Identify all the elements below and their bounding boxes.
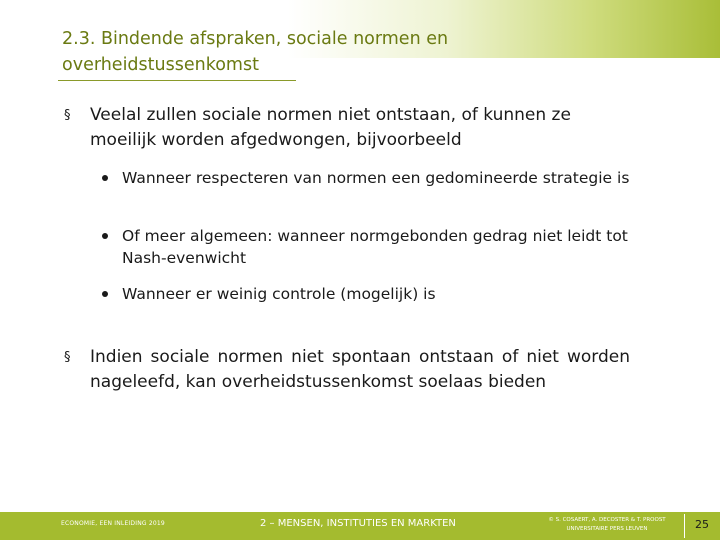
footer-course-title: ECONOMIE, EEN INLEIDING 2019 bbox=[61, 520, 165, 527]
sub-bullet-item-2 bbox=[98, 225, 630, 269]
sub-bullet-item-3 bbox=[98, 283, 630, 305]
slide-title bbox=[62, 26, 622, 78]
footer-divider bbox=[684, 514, 685, 538]
bullet-dot-icon bbox=[102, 233, 108, 239]
slide-title-line-1: 2.3. Bindende afspraken, sociale normen en bbox=[62, 29, 449, 49]
title-underline bbox=[58, 80, 296, 81]
slide-title-line-2: overheidstussenkomst bbox=[62, 55, 259, 75]
sub-bullet-text: Wanneer er weinig controle (mogelijk) is bbox=[122, 285, 436, 303]
bullet-marker-icon: § bbox=[64, 350, 71, 365]
bullet-item-1 bbox=[64, 103, 630, 153]
bullet-dot-icon bbox=[102, 291, 108, 297]
sub-bullet-text: Of meer algemeen: wanneer normgebonden gedrag niet leidt tot Nash-evenwicht bbox=[122, 227, 628, 267]
bullet-text: Indien sociale normen niet spontaan ontstaan of niet worden nageleefd, kan overheidstussenkomst soelaas bieden bbox=[90, 347, 630, 392]
footer-publisher: UNIVERSITAIRE PERS LEUVEN bbox=[566, 526, 648, 532]
footer-authors: © S. COSAERT, A. DECOSTER & T. PROOST bbox=[548, 517, 666, 523]
bullet-item-2 bbox=[64, 345, 630, 395]
sub-bullet-item-1 bbox=[98, 167, 630, 189]
sub-bullet-text: Wanneer respecteren van normen een gedomineerde strategie is bbox=[122, 169, 630, 187]
page-number: 25 bbox=[695, 518, 709, 531]
bullet-dot-icon bbox=[102, 175, 108, 181]
bullet-text: Veelal zullen sociale normen niet ontstaan, of kunnen ze moeilijk worden afgedwongen, bijvoorbeeld bbox=[90, 105, 571, 150]
footer-copyright bbox=[532, 516, 682, 534]
footer-chapter-title: 2 – MENSEN, INSTITUTIES EN MARKTEN bbox=[260, 518, 456, 529]
footer-bar bbox=[0, 512, 720, 540]
bullet-marker-icon: § bbox=[64, 108, 71, 123]
